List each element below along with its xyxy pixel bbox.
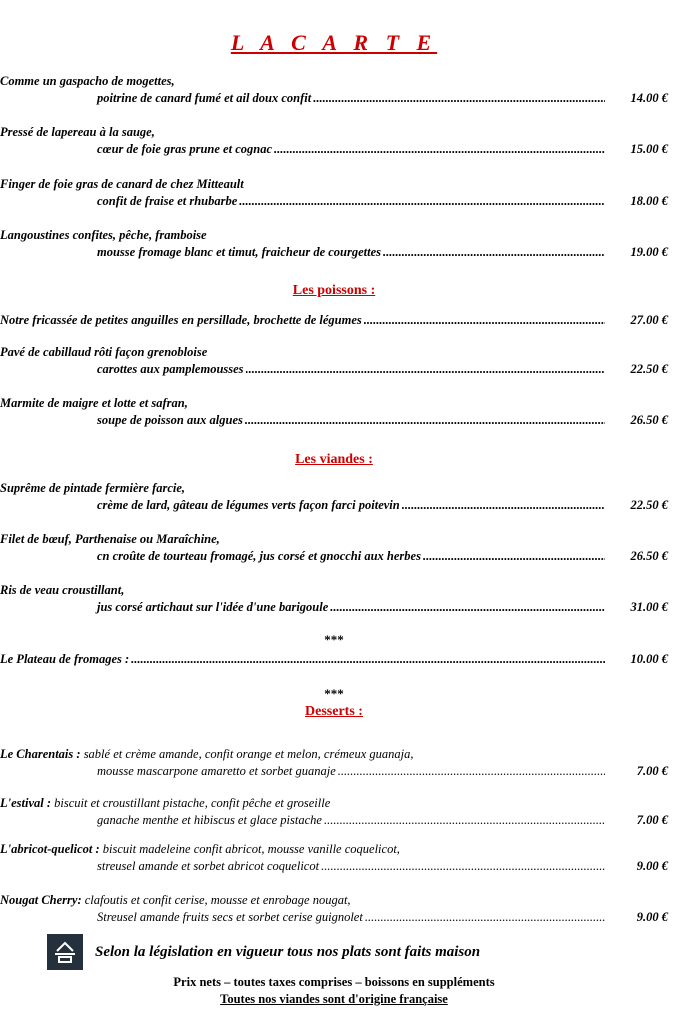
dish-name: Langoustines confites, pêche, framboise xyxy=(0,228,207,242)
meat-3 xyxy=(0,582,668,616)
footer-origin-note: Toutes nos viandes sont d'origine française xyxy=(220,992,448,1006)
dish-desc: mousse fromage blanc et timut, fraicheur de courgettes xyxy=(97,245,382,259)
dish-price: 27.00 € xyxy=(630,313,668,327)
dessert-desc-line1: clafoutis et confit cerise, mousse et enrobage nougat, xyxy=(84,893,351,907)
starter-2 xyxy=(0,124,668,158)
dessert-price: 7.00 € xyxy=(636,764,668,778)
dish-price: 26.50 € xyxy=(630,413,668,427)
fait-maison-house-icon xyxy=(47,934,83,970)
dish-price: 10.00 € xyxy=(630,652,668,666)
starter-3 xyxy=(0,176,668,210)
dessert-desc-line1: biscuit et croustillant pistache, confit pêche et groseille xyxy=(54,796,331,810)
dish-price: 26.50 € xyxy=(630,549,668,563)
dish-name: Suprême de pintade fermière farcie, xyxy=(0,481,186,495)
dessert-name: L'estival : xyxy=(0,796,52,810)
leader-dots xyxy=(423,548,605,565)
dish-name: Marmite de maigre et lotte et safran, xyxy=(0,396,188,410)
starter-1 xyxy=(0,73,668,107)
dish-desc: cœur de foie gras prune et cognac xyxy=(97,142,272,156)
dish-name: Ris de veau croustillant, xyxy=(0,583,125,597)
dessert-desc-line2: mousse mascarpone amaretto et sorbet guanaje xyxy=(97,764,336,778)
dessert-desc-line2: ganache menthe et hibiscus et glace pistache xyxy=(97,813,322,827)
section-heading-fish: Les poissons : xyxy=(292,283,376,298)
dessert-desc-line2: Streusel amande fruits secs et sorbet cerise guignolet xyxy=(97,910,363,924)
leader-dots xyxy=(338,763,605,780)
starter-4 xyxy=(0,227,668,261)
dish-name: Le Plateau de fromages : xyxy=(0,652,130,666)
dessert-3 xyxy=(0,841,668,875)
leader-dots xyxy=(365,909,605,926)
leader-dots xyxy=(324,812,605,829)
dish-desc: carottes aux pamplemousses xyxy=(97,362,244,376)
dessert-desc-line1: biscuit madeleine confit abricot, mousse vanille coquelicot, xyxy=(102,842,400,856)
cheese-plate xyxy=(0,651,668,668)
dessert-2 xyxy=(0,795,668,829)
dish-name: Pavé de cabillaud rôti façon grenobloise xyxy=(0,345,208,359)
leader-dots xyxy=(131,651,605,668)
dish-price: 22.50 € xyxy=(630,498,668,512)
dish-price: 31.00 € xyxy=(630,600,668,614)
dish-desc: jus corsé artichaut sur l'idée d'une barigoule xyxy=(97,600,329,614)
dish-name: Notre fricassée de petites anguilles en persillade, brochette de légumes xyxy=(0,313,362,327)
dessert-name: L'abricot-quelicot : xyxy=(0,842,100,856)
leader-dots xyxy=(246,361,605,378)
dish-desc: confit de fraise et rhubarbe xyxy=(97,194,238,208)
dish-desc: cn croûte de tourteau fromagé, jus corsé et gnocchi aux herbes xyxy=(97,549,421,563)
separator-stars: *** xyxy=(324,686,344,701)
dessert-price: 9.00 € xyxy=(636,910,668,924)
dish-price: 15.00 € xyxy=(630,142,668,156)
fish-2 xyxy=(0,344,668,378)
dish-price: 22.50 € xyxy=(630,362,668,376)
leader-dots xyxy=(383,244,605,261)
dish-price: 19.00 € xyxy=(630,245,668,259)
leader-dots xyxy=(402,497,605,514)
section-heading-desserts: Desserts : xyxy=(305,704,363,719)
dessert-name: Nougat Cherry: xyxy=(0,893,82,907)
meat-1 xyxy=(0,480,668,514)
dessert-desc-line1: sablé et crème amande, confit orange et melon, crémeux guanaja, xyxy=(83,747,414,761)
fait-maison-note: Selon la législation en vigueur tous nos plats sont faits maison xyxy=(95,944,481,960)
dish-price: 14.00 € xyxy=(630,91,668,105)
leader-dots xyxy=(274,141,605,158)
dessert-price: 7.00 € xyxy=(636,813,668,827)
leader-dots xyxy=(313,90,605,107)
dish-name: Finger de foie gras de canard de chez Mitteault xyxy=(0,177,244,191)
dessert-price: 9.00 € xyxy=(636,859,668,873)
leader-dots xyxy=(239,193,605,210)
leader-dots xyxy=(321,858,605,875)
dessert-1 xyxy=(0,746,668,780)
dish-name: Filet de bœuf, Parthenaise ou Maraîchine, xyxy=(0,532,220,546)
dessert-4 xyxy=(0,892,668,926)
leader-dots xyxy=(364,312,605,329)
dish-name: Pressé de lapereau à la sauge, xyxy=(0,125,155,139)
meat-2 xyxy=(0,531,668,565)
dish-desc: soupe de poisson aux algues xyxy=(97,413,243,427)
fish-3 xyxy=(0,395,668,429)
dessert-desc-line2: streusel amande et sorbet abricot coquelicot xyxy=(97,859,320,873)
dessert-name: Le Charentais : xyxy=(0,747,81,761)
dish-desc: crème de lard, gâteau de légumes verts façon farci poitevin xyxy=(97,498,400,512)
fish-1 xyxy=(0,312,668,329)
dish-price: 18.00 € xyxy=(630,194,668,208)
footer-prices-note: Prix nets – toutes taxes comprises – boissons en suppléments xyxy=(173,975,495,989)
leader-dots xyxy=(245,412,605,429)
menu-title: L A C A R T E xyxy=(230,30,438,55)
separator-stars: *** xyxy=(324,632,344,647)
dish-name: Comme un gaspacho de mogettes, xyxy=(0,74,175,88)
leader-dots xyxy=(330,599,605,616)
section-heading-meat: Les viandes : xyxy=(295,452,373,467)
dish-desc: poitrine de canard fumé et ail doux confit xyxy=(97,91,312,105)
